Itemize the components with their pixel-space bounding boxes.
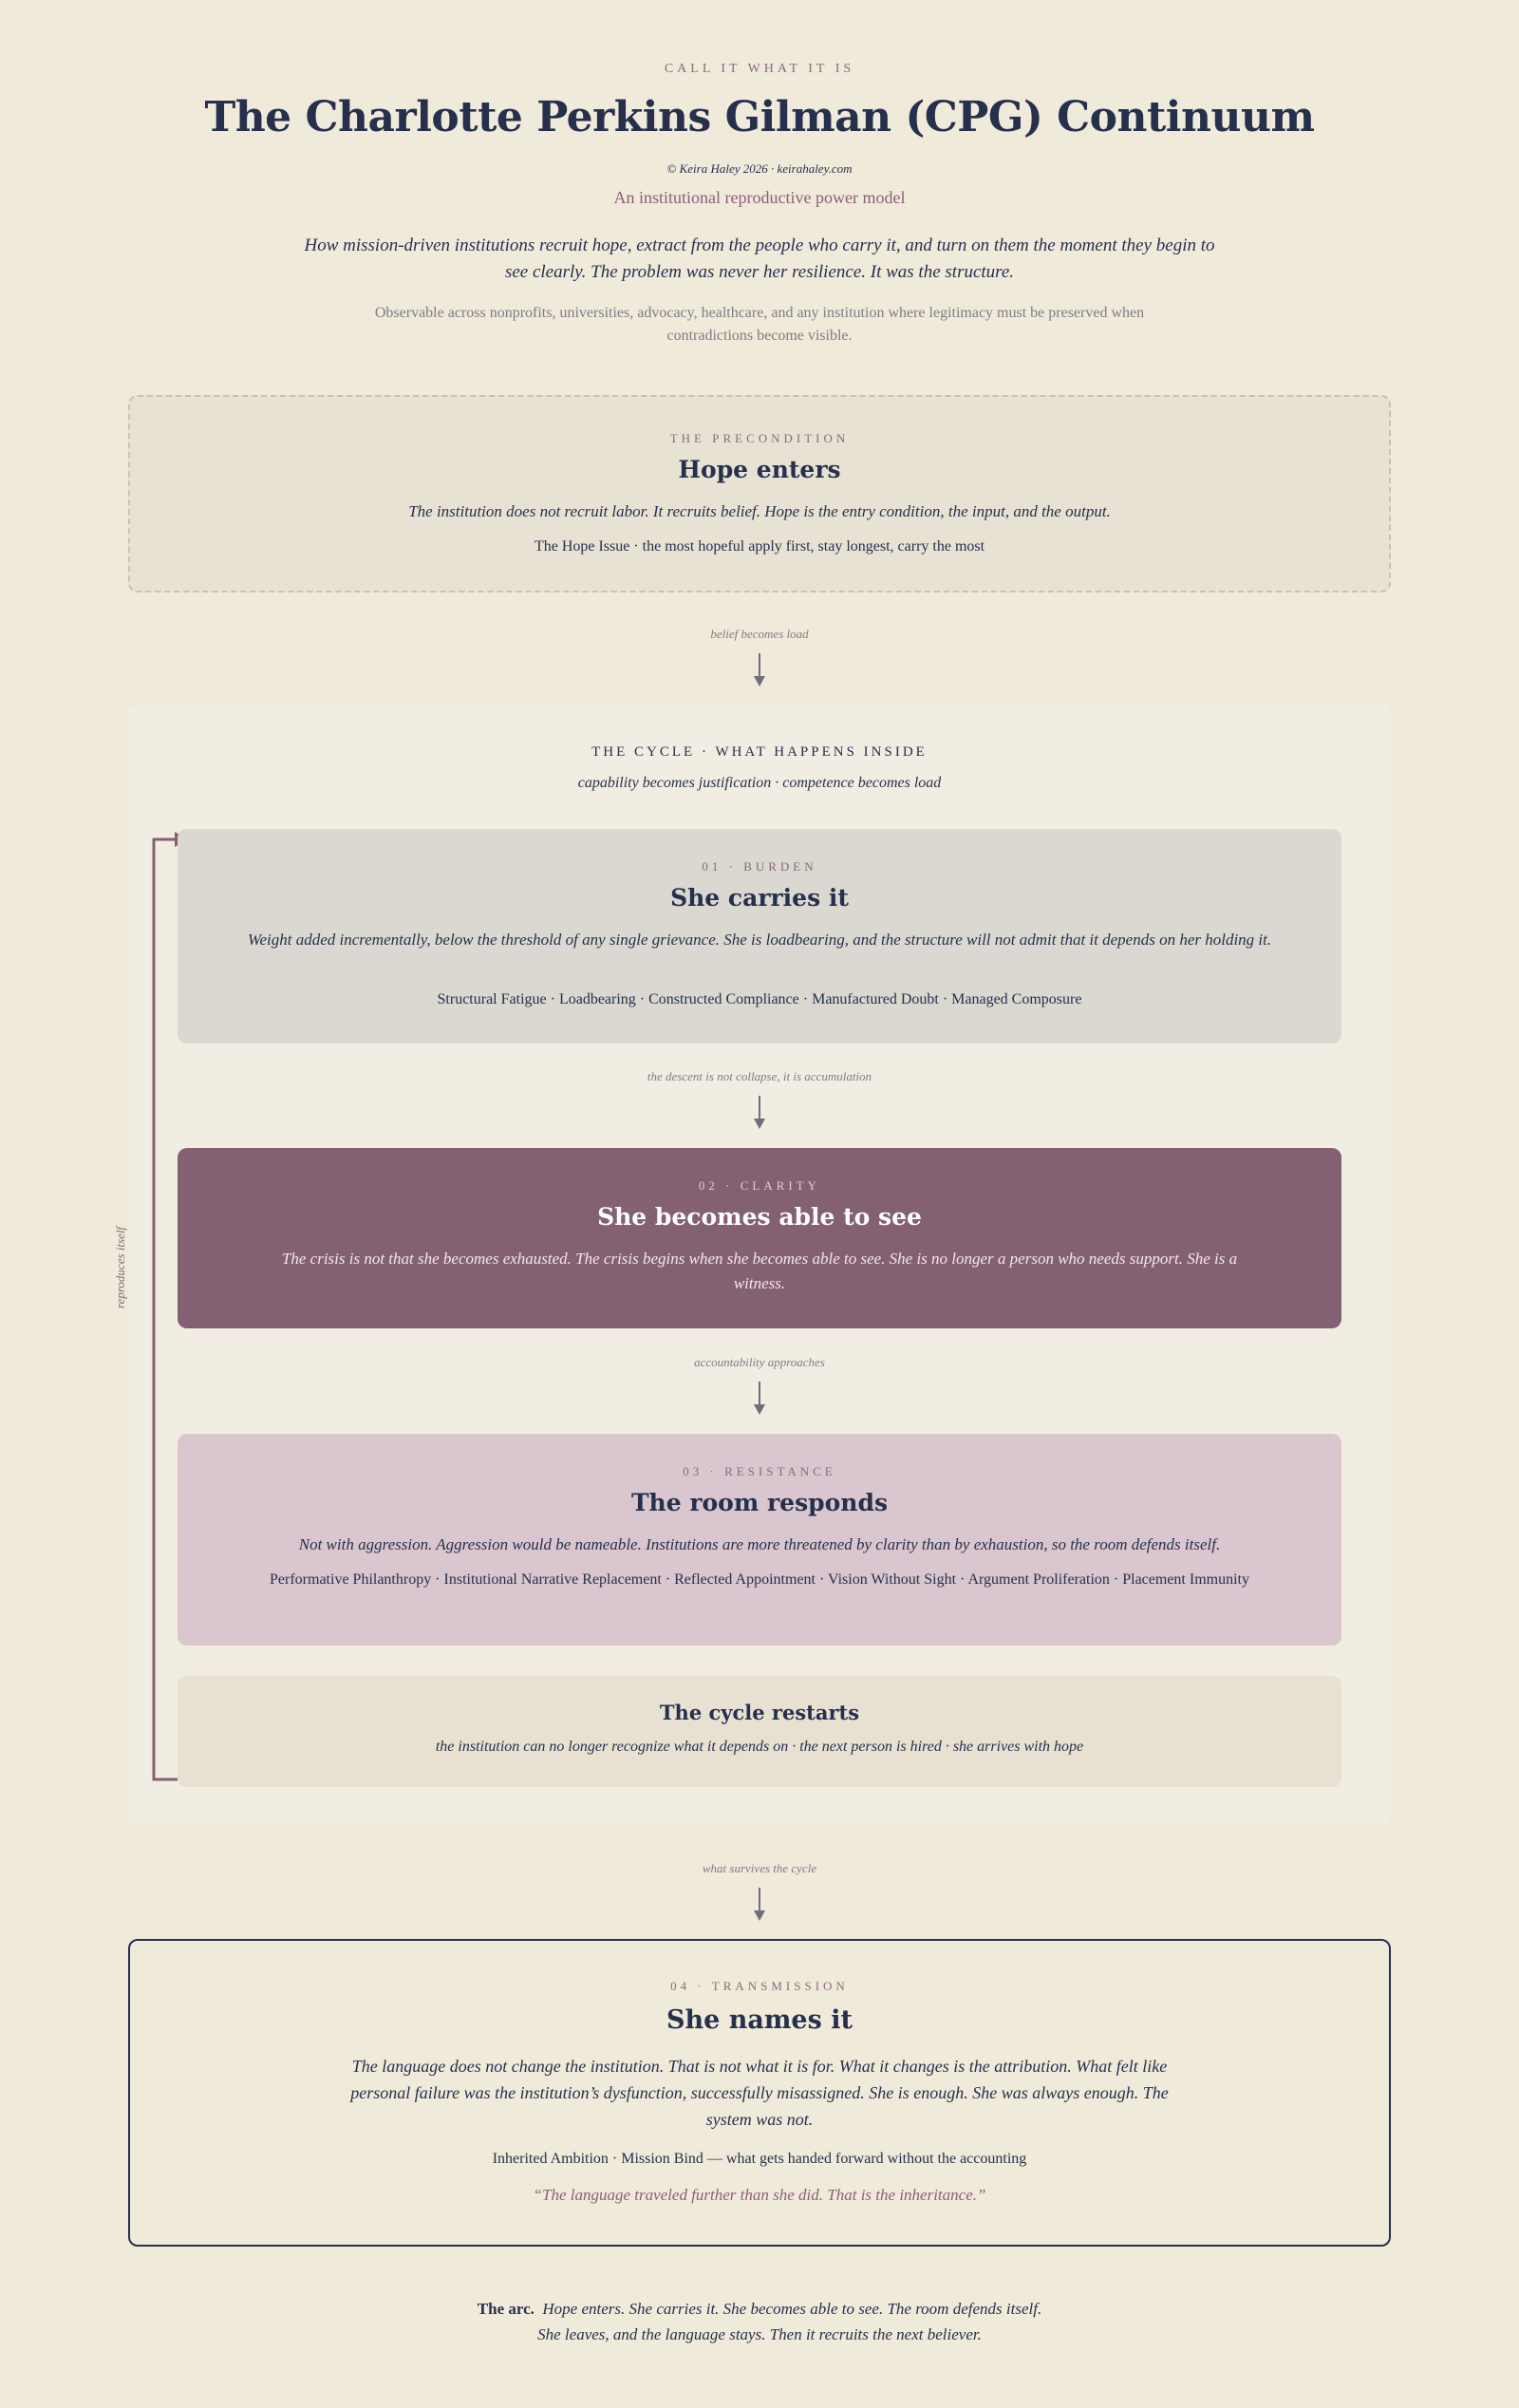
connector-label-belief: belief becomes load <box>710 627 809 641</box>
burden-eyebrow: 01 · BURDEN <box>702 859 817 874</box>
cycle-eyebrow: THE CYCLE · WHAT HAPPENS INSIDE <box>591 744 928 760</box>
resistance-eyebrow: 03 · RESISTANCE <box>683 1464 836 1478</box>
lede-paragraph: How mission-driven institutions recruit hope, extract from the people who carry it, and turn on them the moment they begin to see clearly. The problem was never her resilience. It was the structure. <box>304 235 1215 282</box>
burden-title: She carries it <box>670 884 849 912</box>
cycle-tagline: capability becomes justification · competence becomes load <box>577 775 942 791</box>
page-subtitle: An institutional reproductive power model <box>613 188 906 207</box>
arc-summary <box>0 2296 1519 2347</box>
arc-line-2 <box>0 2322 1519 2347</box>
clarity-card <box>178 1148 1341 1328</box>
down-arrow-icon <box>752 1888 767 1922</box>
restart-card <box>178 1676 1341 1787</box>
clarity-body: The crisis is not that she becomes exhausted. The crisis begins when she becomes able to see. She is no longer a person who needs support. She is a witness. <box>281 1250 1238 1292</box>
restart-body: the institution can no longer recognize what it depends on · the next person is hired · she arrives with hope <box>435 1739 1084 1755</box>
transmission-tags: Inherited Ambition · Mission Bind — what gets handed forward without the accounting <box>492 2151 1027 2167</box>
transmission-body: The language does not change the institution. That is not what it is for. What it changes is the attribution. What felt like personal failure was the institution’s dysfunction, successfully misassigned. She is enough. She was always enough. The system was not. <box>350 2057 1169 2129</box>
scope-note: Observable across nonprofits, universities, advocacy, healthcare, and any institution where legitimacy must be preserved when contradictions become visible. <box>374 305 1145 344</box>
down-arrow-icon <box>752 653 767 687</box>
restart-title: The cycle restarts <box>659 1701 860 1724</box>
loop-label: reproduces itself <box>113 1226 127 1308</box>
precondition-body: The institution does not recruit labor. It recruits belief. Hope is the entry condition, the input, and the output. <box>408 502 1111 520</box>
arc-text-1: Hope enters. She carries it. She becomes able to see. The room defends itself. <box>542 2300 1042 2318</box>
precondition-tags: The Hope Issue · the most hopeful apply first, stay longest, carry the most <box>534 538 985 555</box>
connector-label-descent: the descent is not collapse, it is accumulation <box>647 1069 872 1083</box>
transmission-card <box>128 1939 1391 2247</box>
arc-text-2: She leaves, and the language stays. Then it recruits the next believer. <box>537 2325 982 2343</box>
resistance-body: Not with aggression. Aggression would be nameable. Institutions are more threatened by clarity than by exhaustion, so the room defends itself. <box>298 1535 1221 1553</box>
resistance-tags: Performative Philanthropy · Institutional Narrative Replacement · Reflected Appointment · Vision Without Sight · Argument Proliferation · Placement Immunity <box>270 1571 1249 1588</box>
copyright-line: © Keira Haley 2026 · keirahaley.com <box>666 161 853 176</box>
arc-line-1 <box>0 2296 1519 2322</box>
transmission-title: She names it <box>666 2005 853 2035</box>
connector-label-accountability: accountability approaches <box>694 1355 825 1369</box>
burden-card <box>178 829 1341 1044</box>
connector-label-survives: what survives the cycle <box>702 1861 817 1875</box>
transmission-quote: “The language traveled further than she did. That is the inheritance.” <box>533 2186 986 2204</box>
page-title: The Charlotte Perkins Gilman (CPG) Continuum <box>204 93 1315 141</box>
down-arrow-icon <box>752 1096 767 1130</box>
burden-tags: Structural Fatigue · Loadbearing · Constructed Compliance · Manufactured Doubt · Managed Composure <box>437 991 1082 1007</box>
precondition-card <box>128 395 1391 593</box>
resistance-title: The room responds <box>630 1489 889 1516</box>
precondition-title: Hope enters <box>678 456 841 483</box>
header-eyebrow: CALL IT WHAT IT IS <box>664 62 855 76</box>
down-arrow-icon <box>752 1382 767 1416</box>
transmission-eyebrow: 04 · TRANSMISSION <box>670 1979 849 1993</box>
burden-body: Weight added incrementally, below the threshold of any single grievance. She is loadbearing, and the structure will not admit that it depends on her holding it. <box>247 931 1272 949</box>
arc-label: The arc. <box>477 2300 534 2318</box>
resistance-card <box>178 1434 1341 1646</box>
clarity-eyebrow: 02 · CLARITY <box>698 1178 821 1193</box>
clarity-title: She becomes able to see <box>597 1203 922 1231</box>
precondition-eyebrow: THE PRECONDITION <box>669 431 850 445</box>
